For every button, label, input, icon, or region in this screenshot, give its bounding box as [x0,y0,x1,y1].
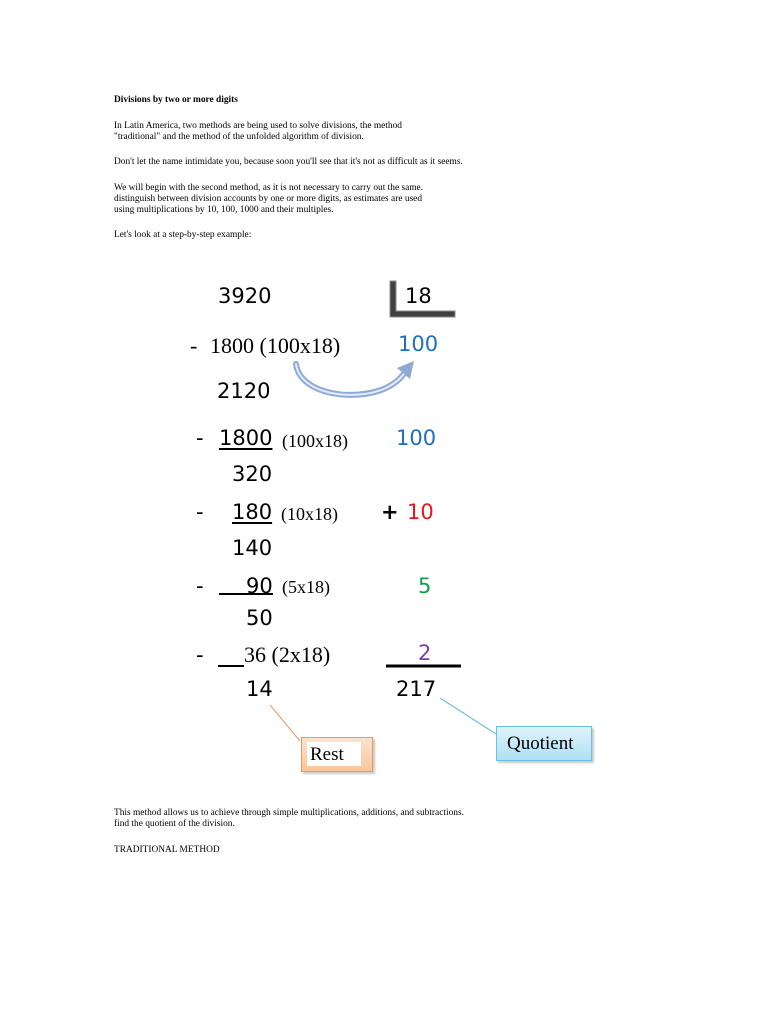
quotient-callout [496,726,592,761]
rest-label: Rest [310,744,344,765]
step5-partial: 2 [418,641,432,665]
step4-sign: - [196,574,204,598]
carry-arrow [296,364,405,395]
step1-sign: - [190,333,198,358]
step4-note: (5x18) [282,577,330,597]
step2-sign: - [196,426,204,450]
step5-sign: - [196,643,204,667]
document-title: Divisions by two or more digits [114,95,238,105]
dividend: 3920 [218,284,272,308]
divisor: 18 [405,284,432,308]
quotient-label: Quotient [507,733,574,754]
quotient-value: 217 [396,677,437,701]
step3-plus: + [381,500,399,524]
rest-value: 14 [246,677,273,701]
rest-callout [301,737,373,772]
step3-subtrahend: 180 [232,500,273,524]
remainder2: 320 [232,462,273,486]
step2-partial: 100 [396,426,437,450]
step5-underline [218,665,244,667]
method-paragraph: We will begin with the second method, as it is not necessary to carry out the same. distinguish between division accounts by one or more digits, as estimates are used using multiplications by 10, 100, 1000 and their multiples. [114,183,424,215]
step2-subtrahend: 1800 [219,426,273,450]
remainder3: 140 [232,536,273,560]
remainder4: 50 [246,606,273,630]
step5-subtrahend: 36 (2x18) [244,642,331,667]
remainder1: 2120 [217,379,271,403]
intro-paragraph: In Latin America, two methods are being used to solve divisions, the method "traditional" and the method of the unfolded algorithm of division. [114,121,402,142]
step4-partial: 5 [418,574,432,598]
step3-partial: 10 [407,500,434,524]
step1-partial: 100 [398,332,439,356]
step2-note: (100x18) [282,431,348,451]
quotient-pointer [440,698,496,734]
name-paragraph: Don't let the name intimidate you, because soon you'll see that it's not as difficult as it seems. [114,157,463,167]
example-intro: Let's look at a step-by-step example: [114,230,252,240]
rest-pointer [270,705,300,741]
section-heading: TRADITIONAL METHOD [114,845,220,855]
step3-sign: - [196,500,204,524]
step3-note: (10x18) [281,504,338,524]
closing-paragraph: This method allows us to achieve through simple multiplications, additions, and subtractions. find the quotient of the division. [114,808,464,829]
step1-subtrahend: 1800 (100x18) [210,333,341,358]
step4-subtrahend: 90 [246,574,273,598]
